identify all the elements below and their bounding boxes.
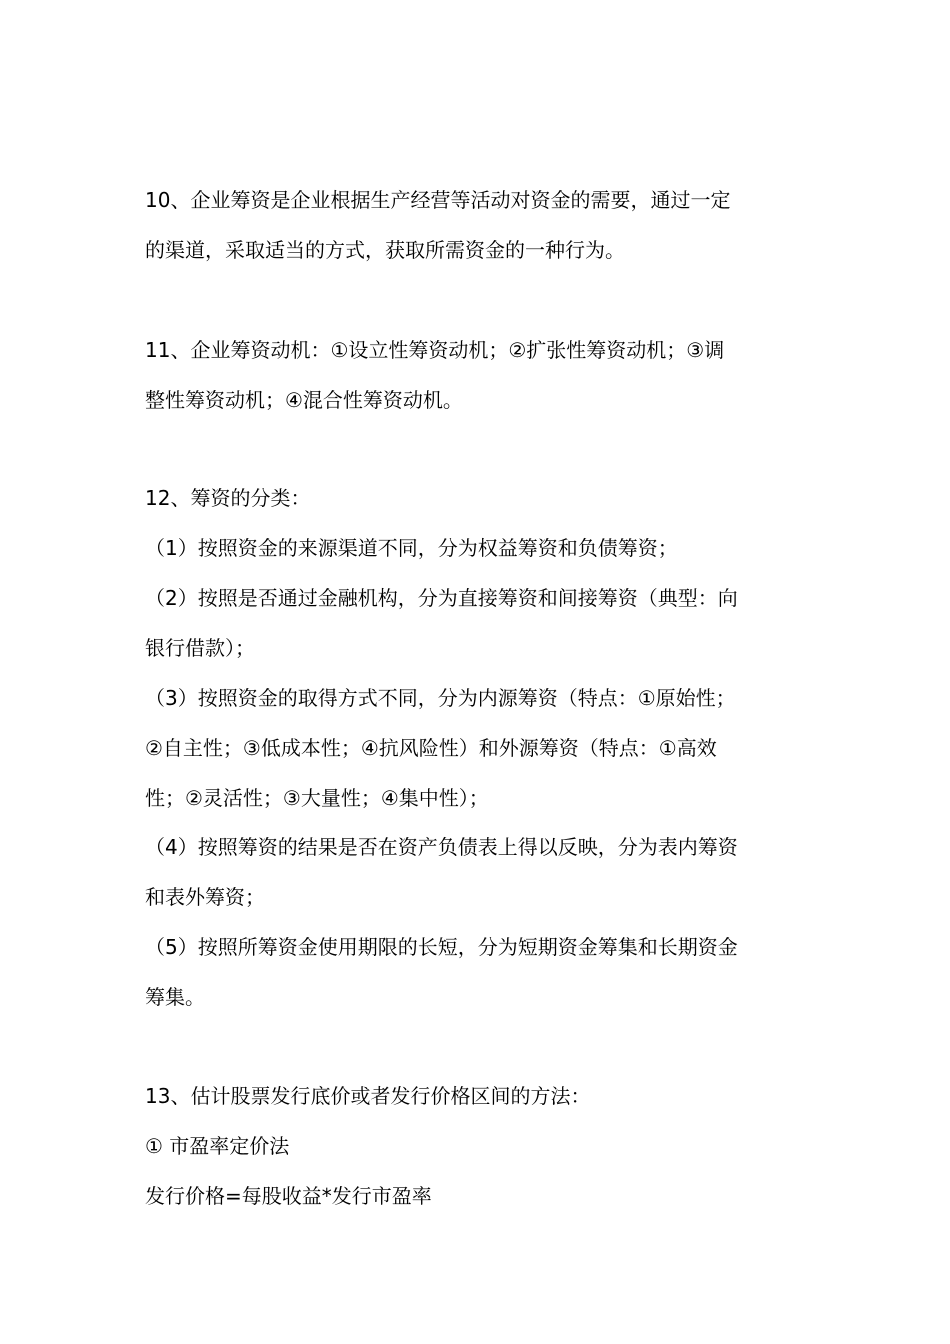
item-12-sub-2-line-2: 银行借款）；: [145, 636, 255, 660]
item-12-sub-2-line-1: （2）按照是否通过金融机构，分为直接筹资和间接筹资（典型：向: [145, 586, 738, 610]
item-13-formula: 发行价格=每股收益*发行市盈率: [145, 1184, 432, 1208]
item-12-sub-3-line-2: ②自主性；③低成本性；④抗风险性）和外源筹资（特点：①高效: [145, 736, 717, 760]
item-12-sub-5-line-2: 筹集。: [145, 985, 205, 1009]
item-11-line-1: 11、企业筹资动机：①设立性筹资动机；②扩张性筹资动机；③调: [145, 338, 725, 362]
item-12-heading: 12、筹资的分类：: [145, 486, 311, 510]
item-10-line-1: 10、企业筹资是企业根据生产经营等活动对资金的需要，通过一定: [145, 188, 731, 212]
item-13-heading: 13、估计股票发行底价或者发行价格区间的方法：: [145, 1084, 591, 1108]
item-12-sub-3-line-3: 性；②灵活性；③大量性；④集中性）；: [145, 786, 489, 810]
item-11-line-2: 整性筹资动机；④混合性筹资动机。: [145, 388, 463, 412]
item-12-sub-3-line-1: （3）按照资金的取得方式不同，分为内源筹资（特点：①原始性；: [145, 686, 736, 710]
item-12-sub-4-line-2: 和表外筹资；: [145, 885, 265, 909]
item-12-sub-4-line-1: （4）按照筹资的结果是否在资产负债表上得以反映，分为表内筹资: [145, 835, 738, 859]
item-12-sub-5-line-1: （5）按照所筹资金使用期限的长短，分为短期资金筹集和长期资金: [145, 935, 738, 959]
item-13-method-1: ① 市盈率定价法: [145, 1134, 290, 1158]
item-10-line-2: 的渠道，采取适当的方式，获取所需资金的一种行为。: [145, 238, 625, 262]
item-12-sub-1: （1）按照资金的来源渠道不同，分为权益筹资和负债筹资；: [145, 536, 678, 560]
